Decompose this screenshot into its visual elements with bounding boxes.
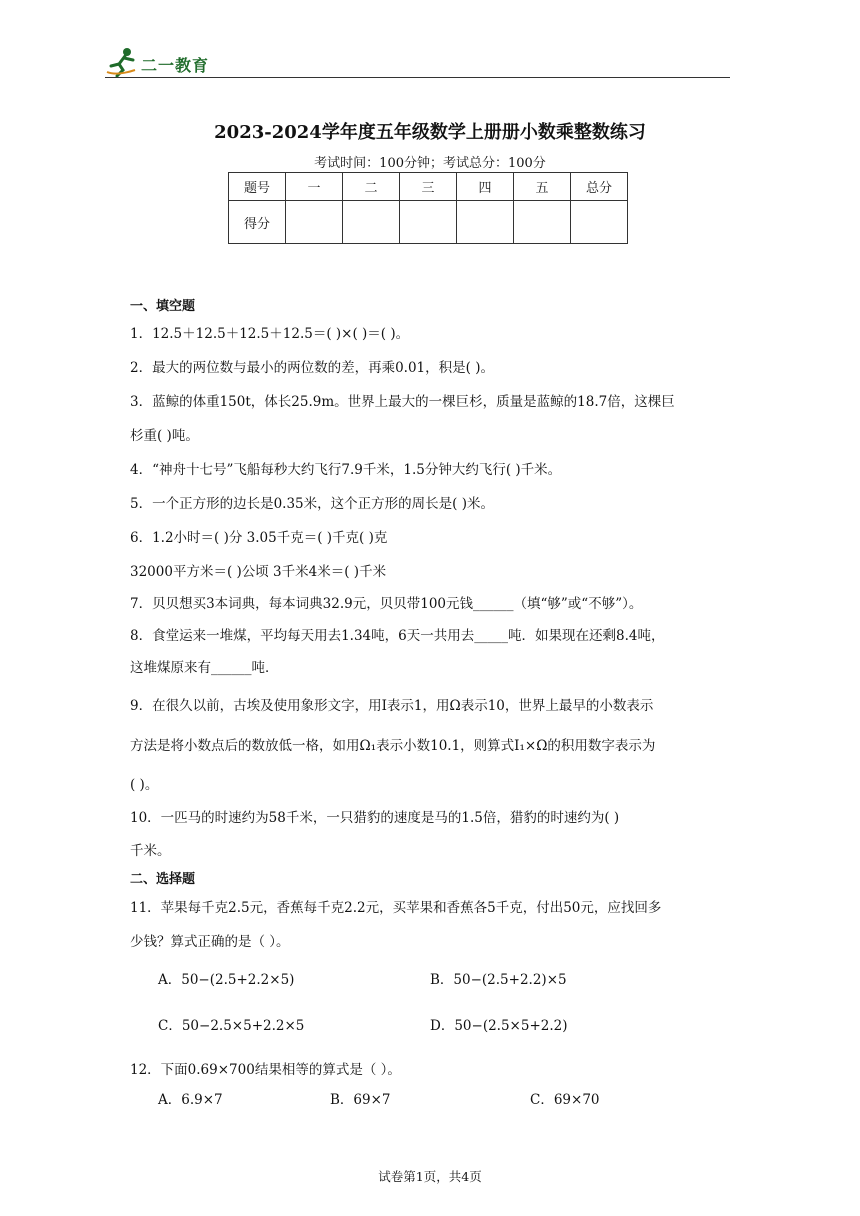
table-cell: 得分 — [229, 201, 286, 244]
option-c[interactable]: C．69×70 — [530, 1092, 600, 1108]
header-rule — [105, 77, 730, 78]
table-cell: 一 — [286, 173, 343, 201]
question-line: 11．苹果每千克2.5元，香蕉每千克2.2元，买苹果和香蕉各5千克，付出50元，应找回多 — [130, 900, 662, 916]
option-a[interactable]: A．50−(2.5+2.2×5) — [158, 972, 295, 988]
question-line: 12．下面0.69×700结果相等的算式是（ ）。 — [130, 1062, 401, 1078]
score-table — [228, 172, 628, 244]
question-line: 千米。 — [130, 843, 171, 859]
question-line: 2．最大的两位数与最小的两位数的差，再乘0.01，积是( )。 — [130, 360, 494, 376]
question-line: 这堆煤原来有______吨． — [130, 660, 279, 676]
question-line: 6．1.2小时＝( )分 3.05千克＝( )千克( )克 — [130, 530, 388, 546]
section-heading-fill-blank: 一、填空题 — [130, 299, 196, 314]
table-cell: 四 — [457, 173, 514, 201]
question-line: 32000平方米＝( )公顷 3千米4米＝( )千米 — [130, 564, 387, 580]
question-line: 5．一个正方形的边长是0.35米，这个正方形的周长是( )米。 — [130, 496, 494, 512]
question-line: ( )。 — [130, 777, 159, 793]
question-line: 4．“神舟十七号”飞船每秒大约飞行7.9千米，1.5分钟大约飞行( )千米。 — [130, 462, 562, 478]
page-title: 2023-2024学年度五年级数学上册册小数乘整数练习 — [214, 122, 646, 143]
table-cell: 题号 — [229, 173, 286, 201]
section-heading-choice: 二、选择题 — [130, 872, 196, 887]
exam-info: 考试时间：100分钟；考试总分：100分 — [314, 156, 546, 171]
page-footer: 试卷第1页，共4页 — [378, 1169, 482, 1184]
option-b[interactable]: B．50−(2.5+2.2)×5 — [430, 972, 567, 988]
score-cell[interactable] — [343, 201, 400, 244]
question-line: 10．一匹马的时速约为58千米，一只猎豹的速度是马的1.5倍，猎豹的时速约为( ) — [130, 810, 620, 826]
logo-text: 二一教育 — [141, 56, 210, 75]
score-cell[interactable] — [571, 201, 628, 244]
table-cell: 二 — [343, 173, 400, 201]
score-cell[interactable] — [514, 201, 571, 244]
question-line: 杉重( )吨。 — [130, 428, 199, 444]
score-table-header-row — [229, 173, 628, 201]
option-b[interactable]: B．69×7 — [330, 1092, 391, 1108]
question-line: 7．贝贝想买3本词典，每本词典32.9元，贝贝带100元钱______（填“够”或“不够”）。 — [130, 596, 643, 612]
score-cell[interactable] — [457, 201, 514, 244]
logo — [105, 46, 235, 78]
score-cell[interactable] — [286, 201, 343, 244]
table-cell: 三 — [400, 173, 457, 201]
question-line: 1．12.5＋12.5＋12.5＋12.5＝( )×( )＝( )。 — [130, 326, 410, 342]
score-cell[interactable] — [400, 201, 457, 244]
option-d[interactable]: D．50−(2.5×5+2.2) — [430, 1018, 568, 1034]
question-line: 3．蓝鲸的体重150t，体长25.9m。世界上最大的一棵巨杉，质量是蓝鲸的18.7倍，这棵巨 — [130, 394, 675, 410]
table-cell: 五 — [514, 173, 571, 201]
question-line: 8．食堂运来一堆煤，平均每天用去1.34吨，6天一共用去_____吨．如果现在还剩8.4吨， — [130, 628, 665, 644]
option-c[interactable]: C．50−2.5×5+2.2×5 — [158, 1018, 305, 1034]
question-line: 少钱？算式正确的是（ ）。 — [130, 934, 290, 950]
runner-logo-icon — [105, 46, 141, 78]
table-cell: 总分 — [571, 173, 628, 201]
option-a[interactable]: A．6.9×7 — [158, 1092, 223, 1108]
page-header — [105, 46, 730, 82]
question-line: 方法是将小数点后的数放低一格，如用Ω₁表示小数10.1，则算式I₁×Ω的积用数字表示为 — [130, 738, 656, 754]
score-table-score-row — [229, 201, 628, 244]
question-line: 9．在很久以前，古埃及使用象形文字，用I表示1，用Ω表示10，世界上最早的小数表示 — [130, 698, 654, 714]
